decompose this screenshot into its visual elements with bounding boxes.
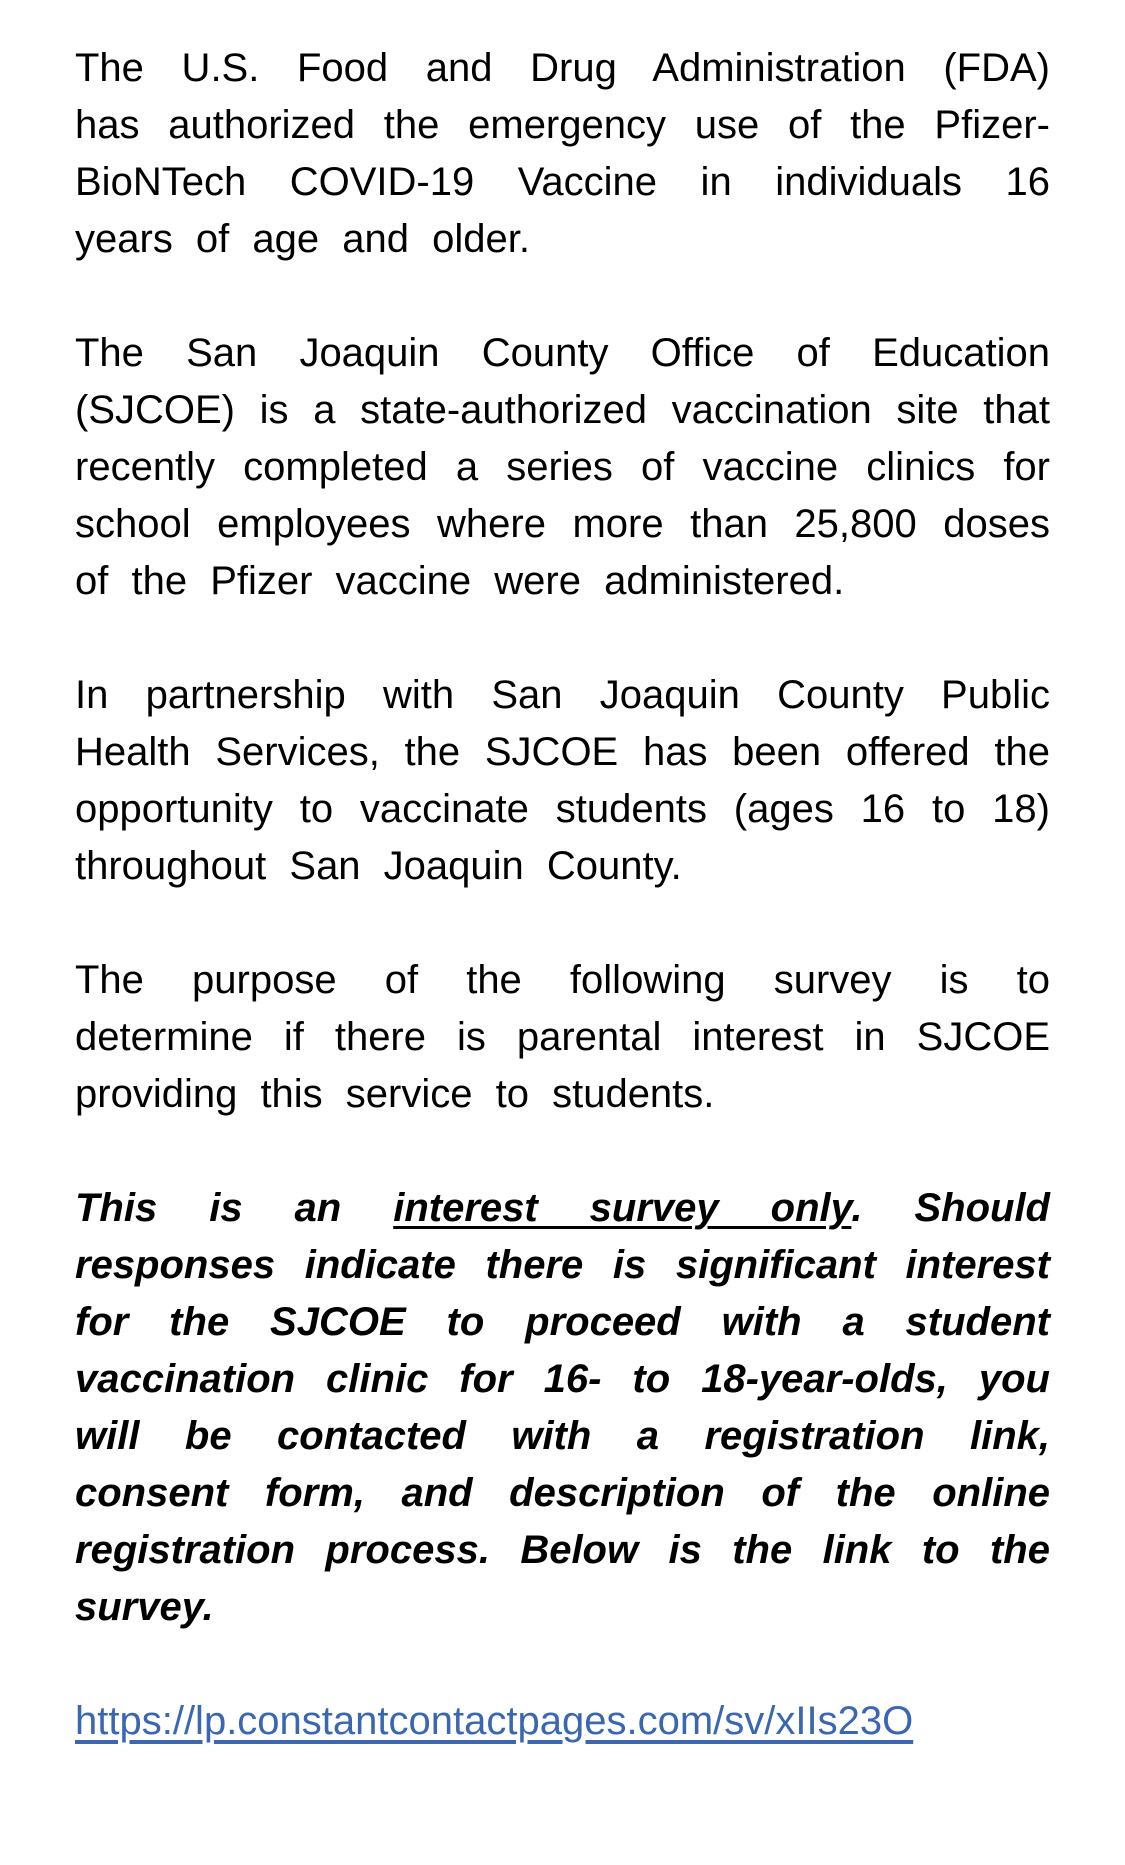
paragraph-partnership: In partnership with San Joaquin County Public Health Services, the SJCOE has been offered the opportunity to vaccinate students (ages 16 to 18) throughout San Joaquin County.	[75, 673, 1050, 888]
survey-link[interactable]: https://lp.constantcontactpages.com/sv/xIIs23O	[75, 1699, 914, 1743]
paragraph-interest-survey-note	[75, 1180, 1050, 1636]
paragraph-sjcoe-vaccination-site: The San Joaquin County Office of Education (SJCOE) is a state-authorized vaccination site that recently completed a series of vaccine clinics for school employees where more than 25,800 doses of the Pfizer vaccine were administered.	[75, 331, 1050, 603]
survey-link-line	[75, 1693, 1050, 1750]
interest-note-rest: . Should responses indicate there is significant interest for the SJCOE to proceed with a student vaccination clinic for 16- to 18-year-olds, you will be contacted with a registration link, consent form, and description of the online registration process. Below is the link to the survey.	[75, 1186, 1050, 1629]
paragraph-survey-purpose: The purpose of the following survey is to determine if there is parental interest in SJCOE providing this service to students.	[75, 958, 1050, 1116]
interest-survey-only-underlined-phrase: interest survey only	[393, 1186, 852, 1230]
interest-note-lead: This is an	[75, 1186, 394, 1230]
paragraph-fda-authorization: The U.S. Food and Drug Administration (FDA) has authorized the emergency use of the Pfizer-BioNTech COVID-19 Vaccine in individuals 16 years of age and older.	[75, 46, 1050, 261]
